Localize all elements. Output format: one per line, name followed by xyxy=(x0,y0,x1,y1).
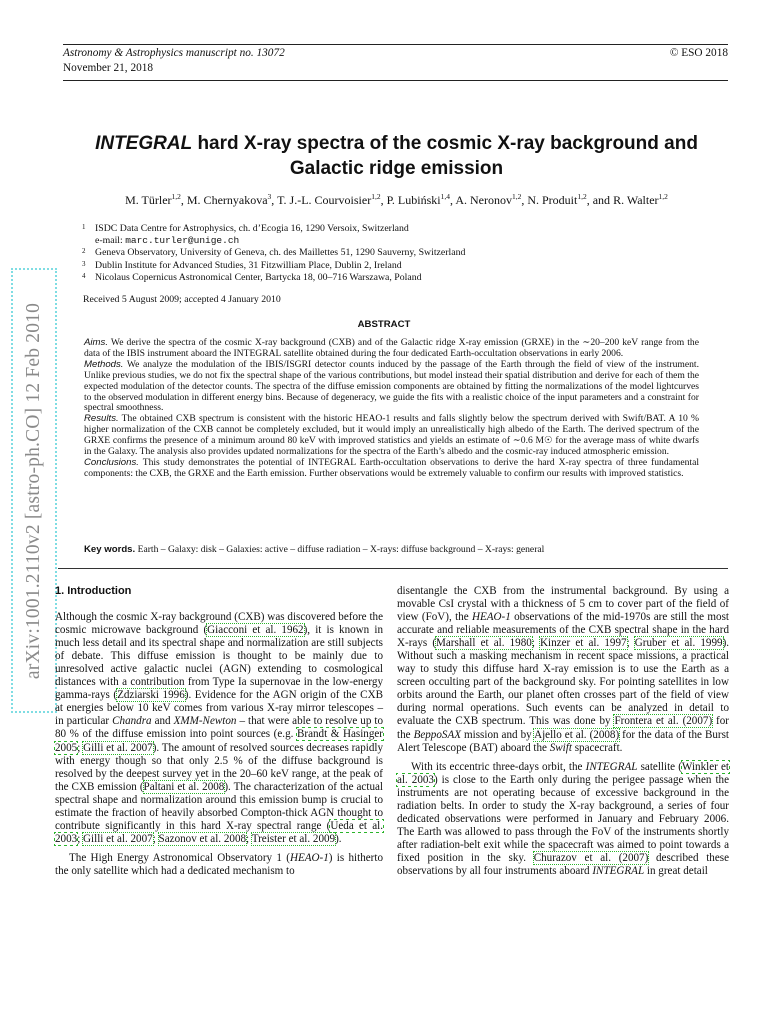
author-name: M. Türler xyxy=(125,193,172,207)
citation-link[interactable]: Churazov et al. (2007) xyxy=(533,851,649,864)
citation-link[interactable]: Brandt & Hasinger 2005 xyxy=(55,728,383,754)
citation-link[interactable]: Ueda et al. 2003 xyxy=(55,819,383,845)
received-dates: Received 5 August 2009; accepted 4 January 2010 xyxy=(83,294,281,305)
paper-title: INTEGRAL hard X-ray spectra of the cosmic X-ray background and Galactic ridge emission xyxy=(95,133,698,179)
author-name: N. Produit xyxy=(527,193,578,207)
abstract-aims: Aims. We derive the spectra of the cosmic X-ray background (CXB) and of the Galactic ridge X-ray emission (GRXE) in the ∼20–200 keV range from the data of the IBIS instrument aboard the INTEGRAL satellite obtained during the four dedicated Earth-occultation observations in early 2006. xyxy=(84,337,699,359)
arxiv-id: arXiv:1001.2110v2 [astro-ph.CO] 12 Feb 2010 xyxy=(23,302,44,679)
author-name: R. Walter xyxy=(613,193,659,207)
citation-link[interactable]: Treister et al. 2009 xyxy=(251,832,336,845)
author-affiliation-mark: 1,4 xyxy=(440,192,450,201)
keywords: Key words. Earth – Galaxy: disk – Galaxies: active – diffuse radiation – X-rays: diffuse background – X-rays: general xyxy=(84,544,545,555)
citation-link[interactable]: Gilli et al. 2007 xyxy=(83,741,153,754)
author-name: P. Lubiński xyxy=(386,193,441,207)
arxiv-stamp[interactable] xyxy=(11,268,57,713)
author-list xyxy=(40,189,753,208)
author-name: A. Neronov xyxy=(455,193,512,207)
author-separator: , xyxy=(380,193,387,207)
author-separator: , and xyxy=(586,193,614,207)
intro-paragraph-2: The High Energy Astronomical Observatory 1 (HEAO-1) is hitherto the only satellite which had a dedicated mechanism to xyxy=(55,851,383,877)
intro-paragraph-3: With its eccentric three-days orbit, the INTEGRAL satellite (Winkler et al. 2003) is close to the Earth only during the perigee passage when the instruments are not operating because of excessive background in the radiation belts. In order to study the X-ray background, a series of four dedicated observations were performed in January and February 2006. The Earth was allowed to pass through the FoV of the instruments shortly after radiation-belt exit while the spacecraft was aimed to point towards a fixed position in the sky. Churazov et al. (2007) described these observations by all four instruments aboard INTEGRAL in great detail xyxy=(397,760,729,877)
divider xyxy=(58,568,728,569)
running-header xyxy=(63,44,728,81)
citation-link[interactable]: Paltani et al. 2008 xyxy=(143,780,225,793)
author-separator: , xyxy=(449,193,456,207)
citation-link[interactable]: Frontera et al. (2007) xyxy=(614,715,713,728)
journal-info: Astronomy & Astrophysics manuscript no. 13072 November 21, 2018 xyxy=(63,47,285,74)
author-name: M. Chernyakova xyxy=(186,193,268,207)
affiliation-1: 1 ISDC Data Centre for Astrophysics, ch. d’Ecogia 16, 1290 Versoix, Switzerland e-mail: marc.turler@unige.ch xyxy=(82,223,409,247)
affiliations xyxy=(82,223,465,284)
citation-link[interactable]: Ajello et al. (2008) xyxy=(534,728,620,741)
abstract-results: Results. The obtained CXB spectrum is consistent with the historic HEAO-1 results and falls slightly below the spectrum derived with Swift/BAT. A 10 % higher normalization of the CXB cannot be completely excluded, but it would imply an unrealistically high albedo of the Earth. The derived spectrum of the GRXE confirms the presence of a minimum around 80 keV with improved statistics and yields an estimate of ∼0.6 M☉ for the average mass of white dwarfs in the Galaxy. The analysis also provides updated normalizations for the spectra of the Earth’s albedo and the cosmic-ray induced atmospheric emission. xyxy=(84,413,699,458)
author-affiliation-mark: 1,2 xyxy=(371,192,381,201)
citation-link[interactable]: Gilli et al. 2007 xyxy=(83,832,153,845)
citation-link[interactable]: Winkler et al. 2003 xyxy=(397,760,729,786)
abstract-heading: ABSTRACT xyxy=(357,319,411,330)
author-affiliation-mark: 3 xyxy=(267,192,272,201)
affiliation-2: 2 Geneva Observatory, University of Geneva, ch. des Maillettes 51, 1290 Sauverny, Switzerland xyxy=(82,247,466,259)
copyright: © ESO 2018 xyxy=(669,47,728,59)
author-separator: , xyxy=(271,193,278,207)
abstract-conclusions: Conclusions. This study demonstrates the potential of INTEGRAL Earth-occultation observations to derive the hard X-ray spectra of three fundamental components: the CXB, the GRXE and the Earth emission. Further observations would be extremely valuable to confirm our results with improved statistics. xyxy=(84,456,699,479)
author-affiliation-mark: 1,2 xyxy=(171,192,181,201)
affiliation-4: 4 Nicolaus Copernicus Astronomical Center, Bartycka 18, 00–716 Warszawa, Poland xyxy=(82,271,422,283)
citation-link[interactable]: Kinzer et al. 1997 xyxy=(540,637,627,650)
email-link[interactable]: marc.turler@unige.ch xyxy=(125,235,240,247)
author-name: T. J.-L. Courvoisier xyxy=(277,193,372,207)
author-affiliation-mark: 1,2 xyxy=(658,192,668,201)
citation-link[interactable]: Zdziarski 1996 xyxy=(117,689,185,702)
author-affiliation-mark: 1,2 xyxy=(511,192,522,201)
right-column xyxy=(397,585,729,878)
author-separator: , xyxy=(180,193,187,207)
citation-link[interactable]: Gruber et al. 1999 xyxy=(634,637,723,650)
author-affiliation-mark: 1,2 xyxy=(577,192,587,201)
intro-paragraph-1: Although the cosmic X-ray background (CXB) was discovered before the cosmic microwave background (Giacconi et al. 1962), it is known in much less detail and its spectral shape and normalization are still subjects of debate. This diffuse emission is thought to be mainly due to unresolved active galactic nuclei (AGN) extending to cosmological distances with a contribution from Type Ia supernovae in the low-energy gamma-rays (Zdziarski 1996). Evidence for the AGN origin of the CXB at energies below 10 keV comes from various X-ray mirror telescopes – in particular Chandra and XMM-Newton – that were able to resolve up to 80 % of the diffuse emission into point sources (e.g. Brandt & Hasinger 2005; Gilli et al. 2007). The amount of resolved sources decreases rapidly with energy though so that only 2.5 % of the diffuse background is resolved by the deepest survey yet in the 20–60 keV range, at the peak of the CXB emission (Paltani et al. 2008). The characterization of the actual spectral shape and normalization around this emission bump is crucial to estimate the fraction of heavily absorbed Compton-thick AGN thought to contribute significantly in this hard X-ray spectral range (Ueda et al. 2003; Gilli et al. 2007; Sazonov et al. 2008; Treister et al. 2009). xyxy=(55,611,384,845)
author-separator: , xyxy=(521,193,528,207)
citation-link[interactable]: Marshall et al. 1980 xyxy=(436,637,532,650)
abstract xyxy=(84,338,699,480)
intro-paragraph-2-cont: disentangle the CXB from the instrumental background. By using a movable CsI crystal with a thickness of 5 cm to cover part of the field of view (FoV), the HEAO-1 observations of the mid-1970s are still the most accurate and reliable measurements of the CXB spectral shape in the hard X-rays (Marshall et al. 1980; Kinzer et al. 1997; Gruber et al. 1999). Without such a masking mechanism in recent space missions, a practical way to study this diffuse hard X-ray emission is to use the Earth as a screen occulting part of the background sky. For pointing satellites in low orbits around the Earth, our planet often crosses part of the field of view during normal operations. Such events can be analyzed in detail to evaluate the CXB spectrum. This was done by Frontera et al. (2007) for the BeppoSAX mission and by Ajello et al. (2008) for the data of the Burst Alert Telescope (BAT) aboard the Swift spacecraft. xyxy=(397,585,730,754)
abstract-methods: Methods. We analyze the modulation of the IBIS/ISGRI detector counts induced by the passage of the Earth through the field of view of the instrument. Unlike previous studies, we do not fix the spectral shape of the various contributions, but model instead their spatial distribution and derive for each of them the expected modulation of the detector counts. The spectra of the diffuse emission components are obtained by fitting the normalizations of the model lightcurves to the observed modulation in different energy bins. Because of degeneracy, we guide the fits with a realistic choice of the input parameters and a constraint for spectral smoothness. xyxy=(84,358,699,414)
left-column xyxy=(55,585,383,878)
citation-link[interactable]: Giacconi et al. 1962 xyxy=(207,624,304,637)
section-heading: 1. Introduction xyxy=(55,585,132,597)
affiliation-3: 3 Dublin Institute for Advanced Studies, 31 Fitzwilliam Place, Dublin 2, Ireland xyxy=(82,259,402,271)
citation-link[interactable]: Sazonov et al. 2008 xyxy=(158,832,247,845)
